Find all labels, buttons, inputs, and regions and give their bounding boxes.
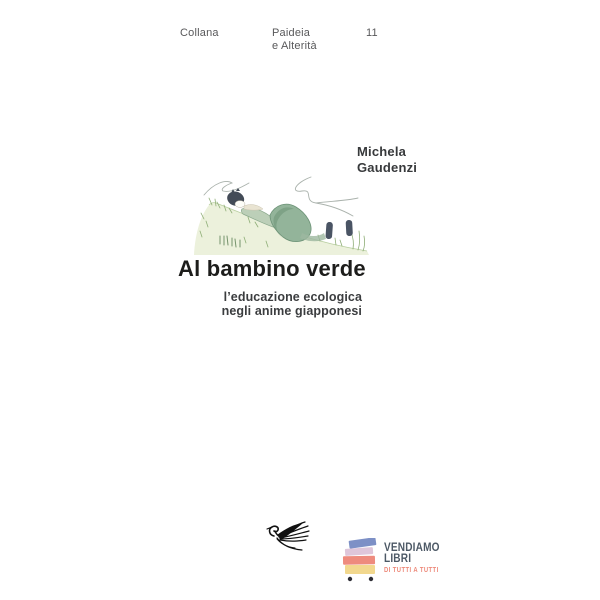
bookseller-text [384, 538, 440, 574]
book-spine-salmon [343, 556, 375, 565]
book-title: Al bambino verde [178, 256, 366, 281]
boy-lying-on-grassy-hill-illustration [190, 171, 380, 256]
book-cart-icon [341, 538, 379, 584]
cart-wheel-right [369, 577, 373, 581]
figure-shoe-left [325, 222, 333, 239]
series-name-line1: Paideia [272, 27, 311, 39]
bookseller-name-line2: LIBRI [384, 550, 412, 565]
bookseller-tagline: DI TUTTI A TUTTI [384, 567, 439, 574]
series-name-line2: e Alterità [272, 40, 317, 52]
book-subtitle [222, 291, 362, 318]
bookseller-logo [341, 538, 450, 584]
figure-arm [244, 205, 263, 211]
bookseller-name-line1: VENDIAMO [384, 540, 440, 554]
series-name [272, 27, 317, 53]
book-spine-blue [349, 538, 377, 549]
figure-shoe-right [346, 220, 353, 236]
subtitle-line2: negli anime giapponesi [221, 303, 362, 318]
figure-face [235, 201, 245, 208]
series-collection-label: Collana [180, 27, 219, 39]
author-first-name: Michela [357, 144, 407, 159]
cart-wheel-left [348, 577, 352, 581]
pegasus-icon [264, 520, 310, 554]
book-spine-yellow [345, 565, 375, 574]
series-number: 11 [366, 27, 378, 39]
author-last-name: Gaudenzi [357, 160, 418, 175]
subtitle-line1: l’educazione ecologica [223, 290, 362, 304]
book-spine-lavender [345, 547, 373, 556]
